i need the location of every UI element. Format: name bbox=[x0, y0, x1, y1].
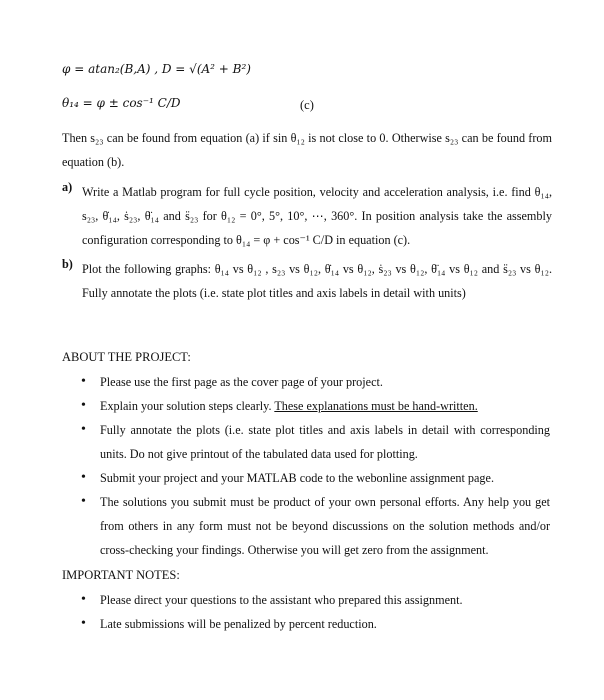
about-heading: ABOUT THE PROJECT: bbox=[62, 350, 191, 364]
list-item bbox=[80, 370, 550, 394]
about-bullet-1: Please use the first page as the cover page of your project. bbox=[100, 375, 383, 389]
about-bullet-5: The solutions you submit must be product of your own personal efforts. Any help you get from others in any form must not be beyond discussions on the solution methods and/or cross-checking your findings. Otherwise you will get zero from the assignment. bbox=[100, 495, 550, 557]
notes-bullet-1: Please direct your questions to the assistant who prepared this assignment. bbox=[100, 593, 463, 607]
notes-heading: IMPORTANT NOTES: bbox=[62, 568, 180, 582]
about-bullet-2: Explain your solution steps clearly. bbox=[100, 399, 272, 413]
equation-theta14: θ₁₄ = φ ± cos⁻¹ C/D bbox=[62, 96, 181, 110]
bullet-dot-icon: • bbox=[81, 616, 86, 631]
list-item bbox=[80, 490, 550, 562]
bullet-dot-icon: • bbox=[81, 374, 86, 389]
about-bullet-4: Submit your project and your MATLAB code to the webonline assignment page. bbox=[100, 471, 494, 485]
list-item bbox=[80, 394, 550, 418]
equation-phi-d: φ = atan₂(B,A) , D = √(A² + B²) bbox=[62, 62, 251, 76]
list-item bbox=[80, 588, 550, 612]
paragraph-then: Then s₂₃ can be found from equation (a) if sin θ₁₂ is not close to 0. Otherwise s₂₃ can be found from equation (b). bbox=[62, 131, 552, 169]
list-item bbox=[80, 418, 550, 466]
notes-list bbox=[80, 588, 550, 636]
bullet-dot-icon: • bbox=[81, 422, 86, 437]
bullet-dot-icon: • bbox=[81, 494, 86, 509]
about-list bbox=[80, 370, 550, 562]
list-item bbox=[80, 612, 550, 636]
notes-bullet-2: Late submissions will be penalized by percent reduction. bbox=[100, 617, 377, 631]
list-item bbox=[80, 466, 550, 490]
task-text-b: Plot the following graphs: θ₁₄ vs θ₁₂ , s₂₃ vs θ₁₂, θ̇₁₄ vs θ₁₂, ṡ₂₃ vs θ₁₂, θ̈₁₄ vs θ₁₂ and s̈₂₃ vs θ₁₂. Fully annotate the plots (i.e. state plot titles and axis labels in detail with units) bbox=[82, 262, 552, 300]
task-label-a: a) bbox=[62, 180, 73, 194]
about-bullet-3: Fully annotate the plots (i.e. state plot titles and axis labels in detail with corresponding units. Do not give printout of the tabulated data used for plotting. bbox=[100, 423, 550, 461]
task-text-a: Write a Matlab program for full cycle position, velocity and acceleration analysis, i.e. find θ₁₄, s₂₃, θ̇₁₄, ṡ₂₃, θ̈₁₄ and s̈₂₃ for θ₁₂ = 0°, 5°, 10°, ⋯, 360°. In position analysis take the assembly configuration corresponding to θ₁₄ = φ + cos⁻¹ C/D in equation (c). bbox=[82, 185, 552, 247]
bullet-dot-icon: • bbox=[81, 398, 86, 413]
equation-label-c: (c) bbox=[300, 98, 314, 112]
bullet-dot-icon: • bbox=[81, 592, 86, 607]
task-label-b: b) bbox=[62, 257, 73, 271]
about-bullet-2-underlined: These explanations must be hand-written. bbox=[274, 399, 478, 413]
bullet-dot-icon: • bbox=[81, 470, 86, 485]
